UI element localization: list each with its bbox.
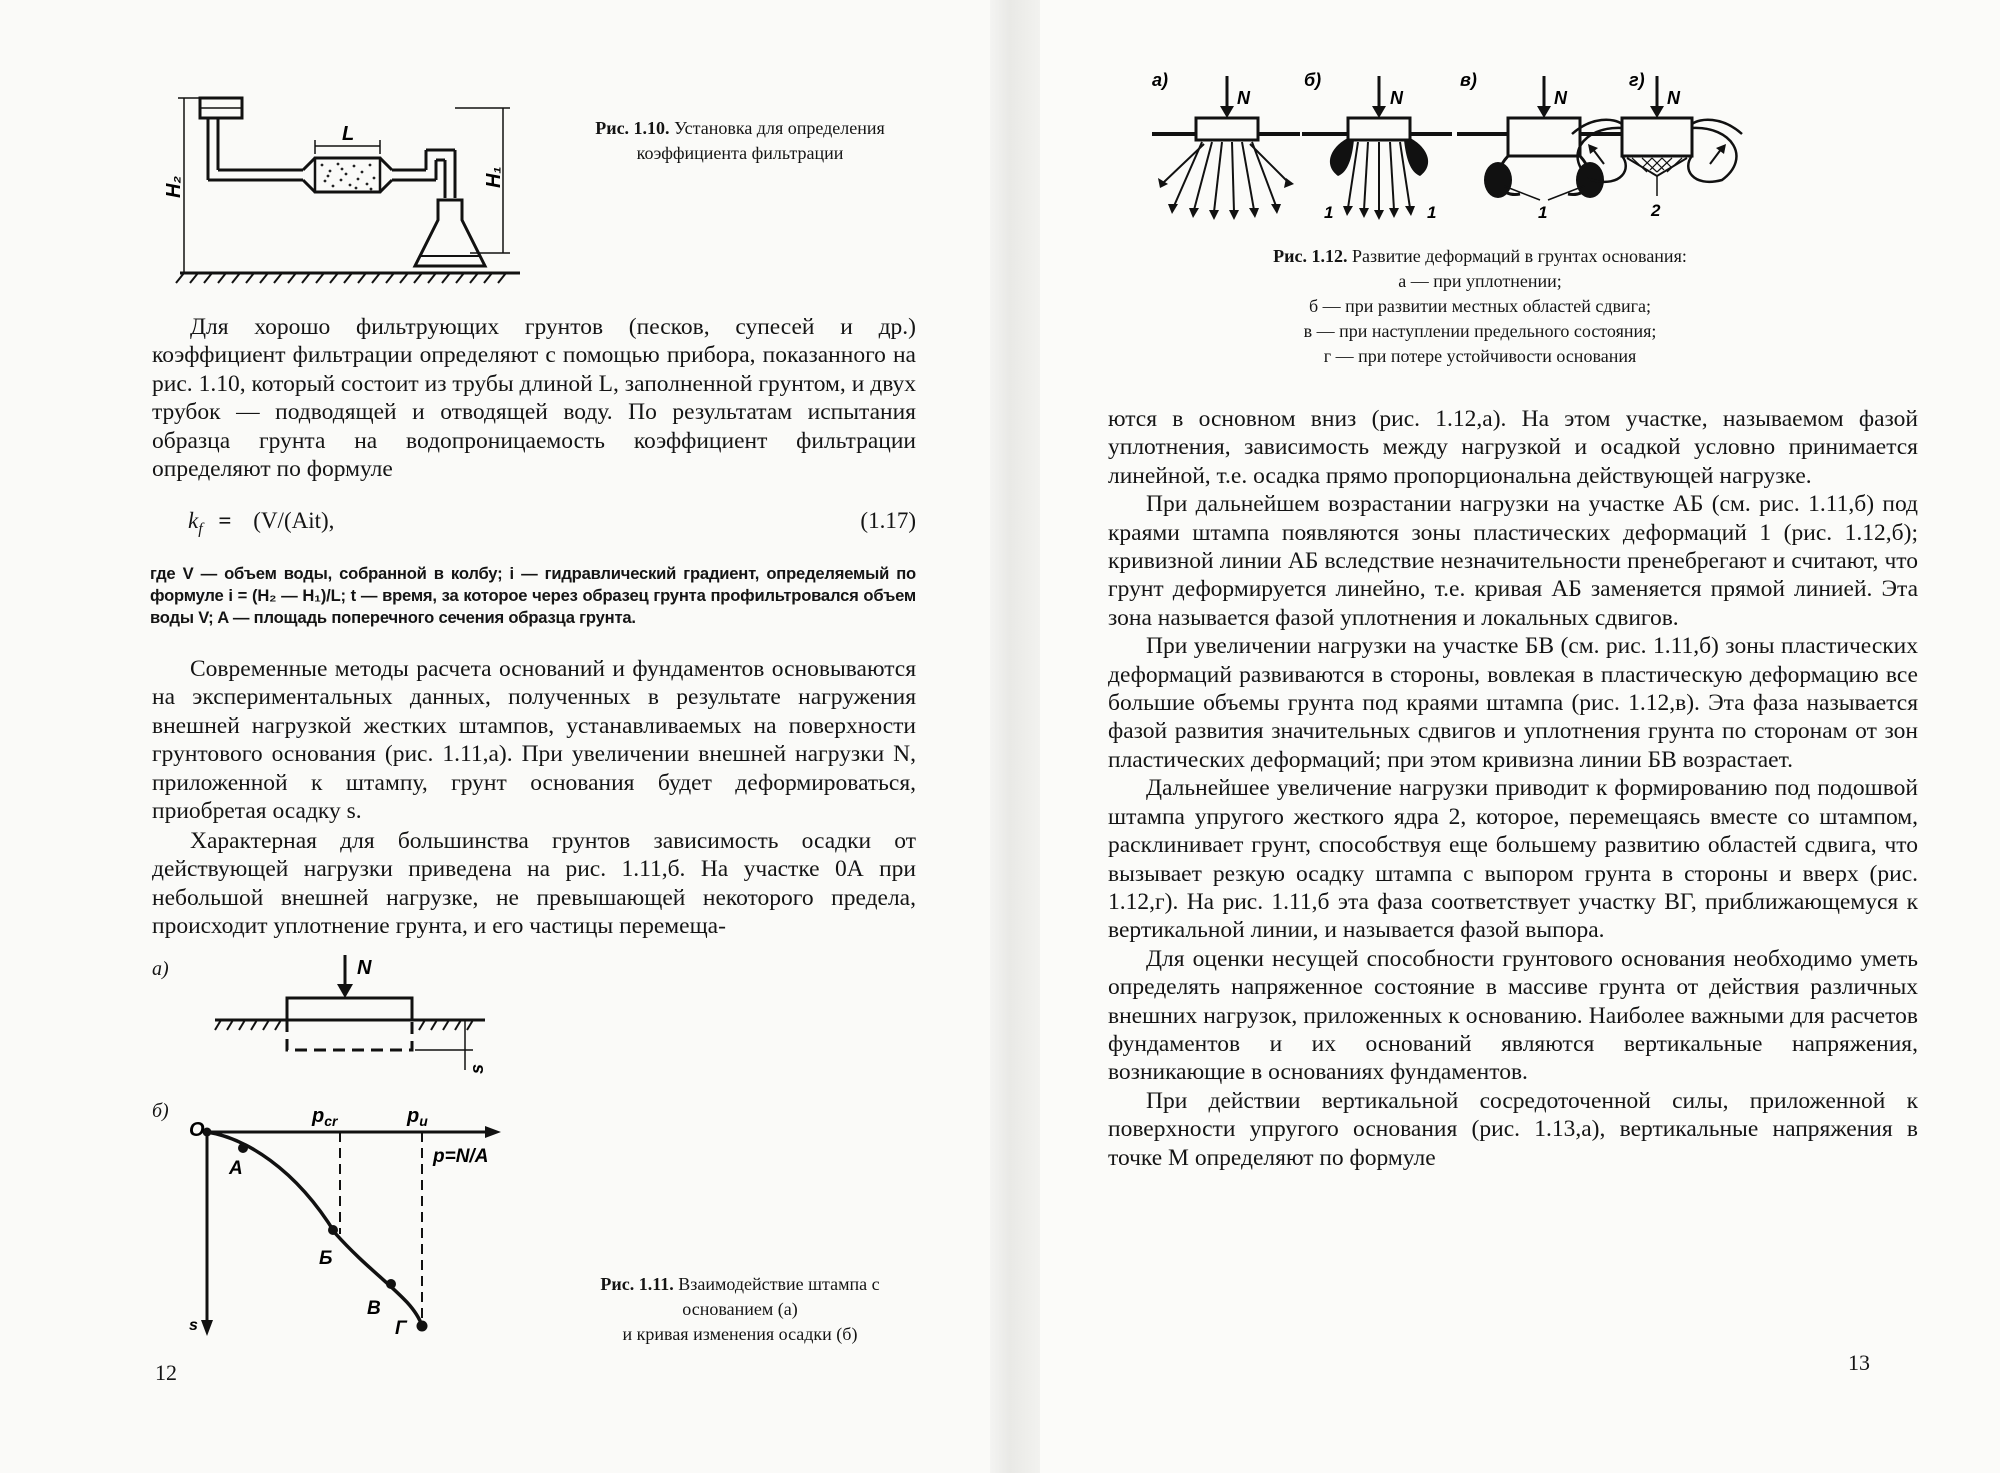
point-G-label: Г [395, 1318, 407, 1339]
figure-1-11-caption-title: Рис. 1.11. [600, 1274, 674, 1294]
label-2-g: 2 [1651, 201, 1661, 220]
label-p-cr [311, 1105, 339, 1129]
right-paragraph-1: ются в основном вниз (рис. 1.12,а). На этом участке, называемом фазой уплотнения, зависимость между нагрузкой и осадкой условно принимается линейной, т.е. осадка прямо пропорциональна действующей нагрузке. [1108, 406, 1918, 489]
label-p-cr-main: p [312, 1105, 325, 1127]
book-gutter [990, 0, 1040, 1473]
formula-equals: = [218, 508, 232, 533]
left-paragraph-3 [152, 827, 916, 941]
left-paragraph-1 [152, 313, 916, 483]
settlement-curve-chart [185, 1098, 505, 1338]
right-page [1040, 0, 2000, 1473]
label-N: N [357, 957, 372, 979]
page-number-left: 12 [155, 1360, 177, 1385]
label-origin: O [189, 1119, 205, 1141]
figure-1-10 [163, 88, 530, 288]
label-p-u [406, 1105, 428, 1129]
formula-number: (1.17) [860, 508, 916, 533]
label-p-u-main: p [407, 1105, 420, 1127]
figure-1-10-caption-text: Установка для определения коэффициента фильтрации [636, 118, 885, 163]
formula-1-17 [188, 508, 916, 540]
label-N-g: N [1667, 88, 1680, 108]
label-p-u-sub: u [419, 1113, 428, 1129]
page-number-right: 13 [1848, 1350, 1870, 1375]
deformation-development-drawing [1152, 68, 1792, 228]
notes-text: где V — объем воды, собранной в колбу; i — гидравлический градиент, определяемый по формуле i = (H₂ — H₁)/L; t — время, за которое через образец грунта профильтровался объем воды V; A — площадь поперечного сечения образца грунта. [150, 564, 916, 627]
label-1-v: 1 [1538, 203, 1548, 222]
label-s-axis: s [189, 1317, 198, 1334]
label-N-a: N [1237, 88, 1250, 108]
paragraph-text: Для хорошо фильтрующих грунтов (песков, супесей и др.) коэффициент фильтрации определяют с помощью прибора, показанного на рис. 1.10, который состоит из трубы длиной L, заполненной грунтом, и двух трубок — подводящей и отводящей воду. По результатам испытания образца грунта на водопроницаемость коэффициент фильтрации определяют по формуле [152, 314, 916, 483]
figure-1-10-caption-title: Рис. 1.10. [595, 118, 670, 138]
label-N-v: N [1554, 88, 1567, 108]
label-L: L [342, 123, 355, 145]
right-body-text [1108, 405, 1918, 1172]
label-N-b: N [1390, 88, 1403, 108]
figure-1-11b [185, 1098, 505, 1338]
right-paragraph-6: При действии вертикальной сосредоточенной силы, приложенной к поверхности упругого основания (рис. 1.13,а), вертикальные напряжения в точке М определяют по формуле [1108, 1087, 1918, 1171]
label-a: а) [1152, 70, 1169, 90]
label-s: s [467, 1063, 487, 1074]
figure-1-10-caption [590, 116, 890, 166]
label-v: в) [1460, 70, 1477, 90]
right-paragraph-4: Дальнейшее увеличение нагрузки приводит к формированию под подошвой штампа упругого жесткого ядра 2, которое, перемещаясь вместе со штампом, расклинивает грунт, способствуя еще большему развитию областей сдвига, что вызывает резкую осадку штампа с выпором грунта в стороны и вверх (рис. 1.12,г). На рис. 1.11,б эта фаза соответствует участку ВГ, приближающемуся к вертикальной линии, и называется фазой выпора. [1108, 775, 1918, 944]
figure-1-12-caption-line-2: а — при уплотнении; [1398, 271, 1562, 291]
label-H1: H₁ [483, 166, 505, 188]
figure-1-11-label-b: б) [152, 1100, 169, 1122]
stamp-on-base-drawing [215, 950, 495, 1090]
paragraph-text: Характерная для большинства грунтов зависимость осадки от действующей нагрузки приведена на рис. 1.11,б. На участке 0А при небольшой внешней нагрузке, не превышающей некоторого предела, происходит уплотнение грунта, и его частицы перемеща- [152, 828, 916, 940]
point-V-label: В [367, 1298, 381, 1319]
figure-1-12-caption-line-5: г — при потере устойчивости основания [1323, 346, 1637, 366]
figure-1-12-caption-title: Рис. 1.12. [1273, 246, 1348, 266]
label-p-cr-sub: cr [324, 1113, 338, 1129]
figure-1-12-caption-line-1: Развитие деформаций в грунтах основания: [1351, 246, 1687, 266]
figure-1-12-caption-line-4: в — при наступлении предельного состояния; [1303, 321, 1657, 341]
paragraph-text: Современные методы расчета оснований и фундаментов основываются на экспериментальных данных, полученных в результате нагружения внешней нагрузкой жестких штампов, устанавливаемых на поверхности грунтового основания (рис. 1.11,а). При увеличении внешней нагрузки N, приложенной к штампу, грунт основания будет деформироваться, приобретая осадку s. [152, 656, 916, 825]
right-paragraph-5: Для оценки несущей способности грунтового основания необходимо уметь определять напряженное состояние в массиве грунта от действия различных внешних нагрузок, приложенных к основанию. Наиболее важными для расчетов фундаментов и их оснований являются вертикальные напряжения, возникающие в основаниях фундаментов. [1108, 945, 1918, 1086]
figure-1-11-caption [590, 1272, 890, 1347]
label-H2: H₂ [163, 175, 185, 198]
figure-1-12-caption-line-3: б — при развитии местных областей сдвига; [1308, 296, 1651, 316]
figure-1-12 [1152, 68, 1792, 228]
right-paragraph-3: При увеличении нагрузки на участке БВ (см. рис. 1.11,б) зоны пластических деформаций развиваются в стороны, вовлекая в пластическую деформацию все большие объемы грунта под краями штампа (рис. 1.12,в). Эта фаза называется фазой развития значительных сдвигов и уплотнения грунта по сторонам от зон пластических деформаций; при этом кривизна линии БВ возрастает. [1108, 633, 1918, 773]
label-g: г) [1629, 70, 1645, 90]
point-A-label: А [229, 1158, 243, 1179]
formula-rhs: (V/(Ait), [253, 508, 335, 533]
label-1-b-right: 1 [1427, 203, 1437, 222]
left-page [0, 0, 990, 1473]
figure-1-11-caption-text-1: Взаимодействие штампа с основанием (а) [678, 1274, 880, 1319]
figure-1-11-caption-text-2: и кривая изменения осадки (б) [622, 1324, 858, 1344]
figure-1-11-label-a: а) [152, 958, 169, 980]
label-b: б) [1304, 70, 1322, 90]
left-paragraph-2 [152, 655, 916, 825]
figure-1-12-caption [1160, 244, 1800, 369]
label-1-b-left: 1 [1324, 203, 1334, 222]
point-B-label: Б [319, 1248, 333, 1269]
label-p-axis: p=N/A [433, 1146, 489, 1167]
formula-lhs-subscript: f [198, 520, 203, 538]
right-paragraph-2: При дальнейшем возрастании нагрузки на участке АБ (см. рис. 1.11,б) под краями штампа появляются зоны пластических деформаций 1 (рис. 1.12,б); кривизной линии АБ вследствие незначительности пренебрегают и считают, что грунт деформируется линейно, т.е. кривая АБ заменяется прямой линией. Эта зона называется фазой уплотнения и локальных сдвигов. [1108, 491, 1918, 631]
formula-lhs: k [188, 508, 199, 533]
filtration-apparatus-drawing [163, 88, 530, 288]
figure-1-11a [215, 950, 495, 1090]
formula-variable-notes [150, 563, 916, 629]
